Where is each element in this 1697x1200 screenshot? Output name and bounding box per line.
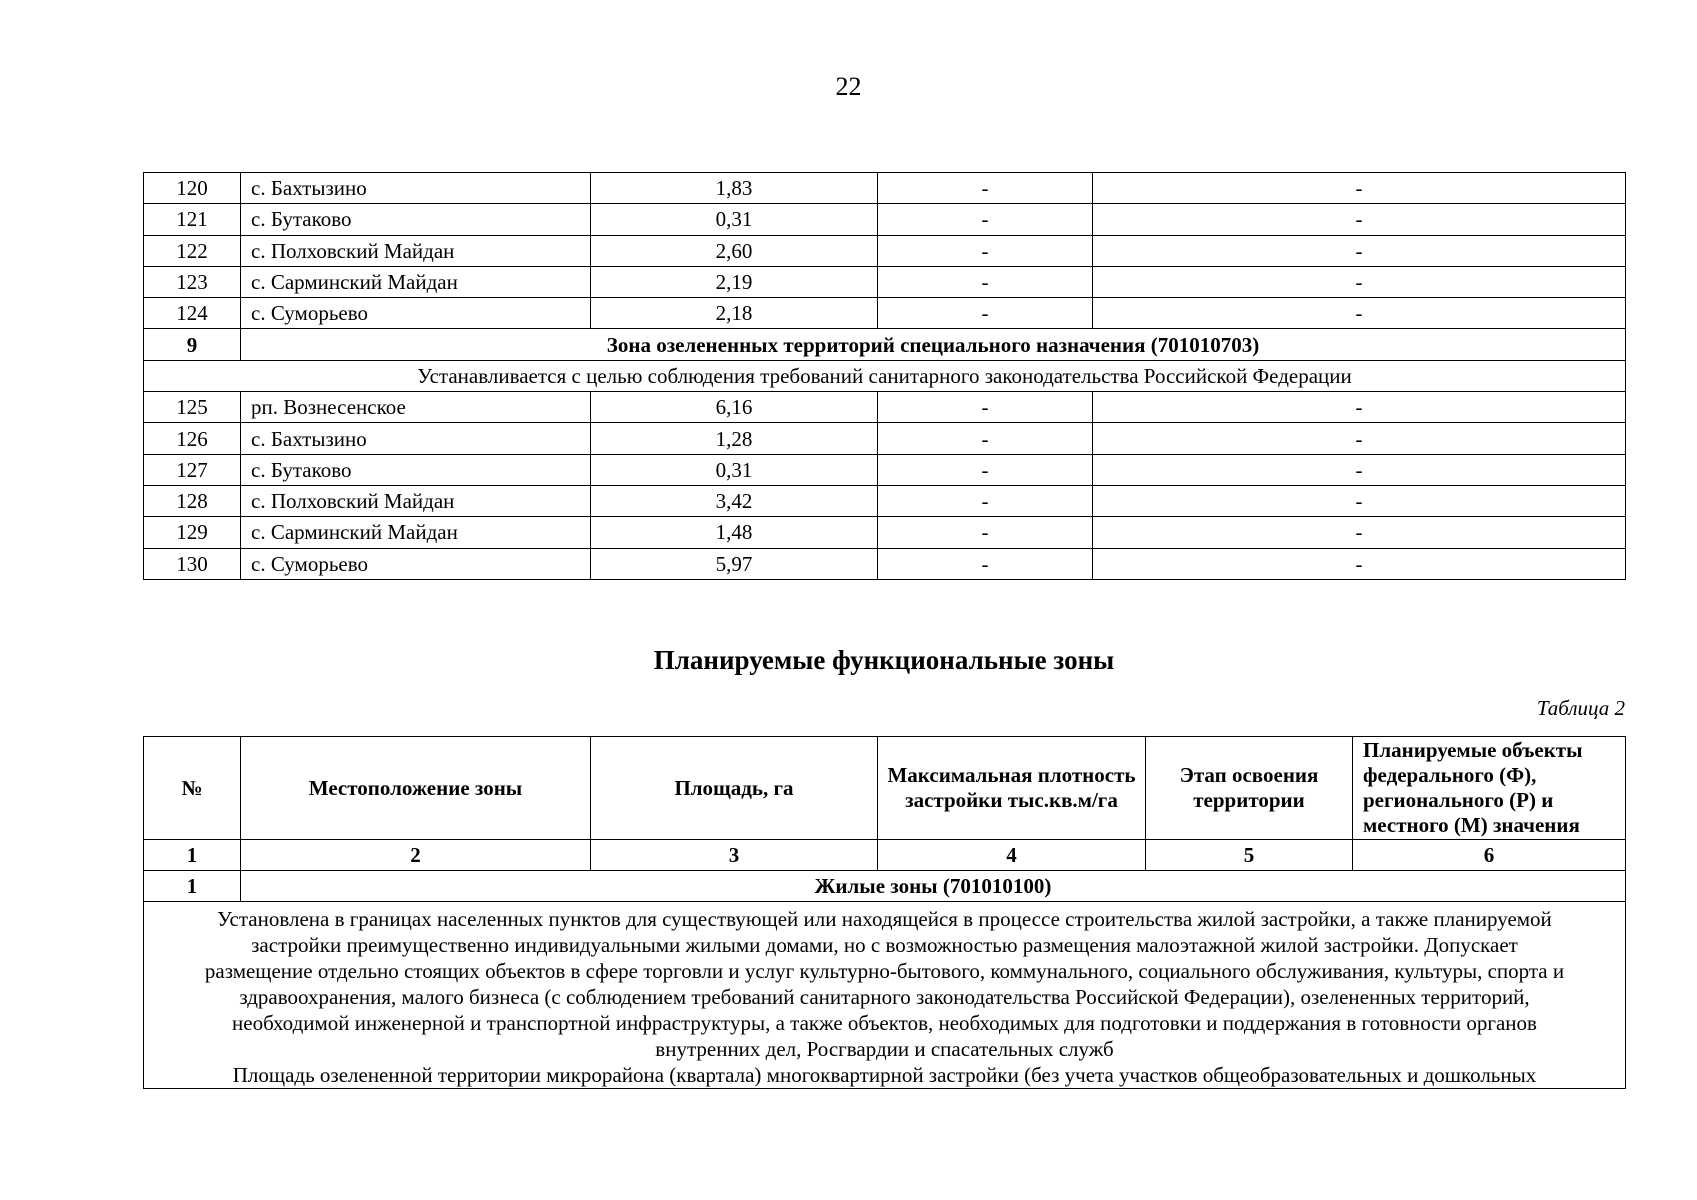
zone-description-row [144,902,1626,1089]
column-number: 1 [144,840,241,871]
header-stage: Этап освоения территории [1146,737,1353,840]
row-number: 130 [144,548,241,579]
row-location: с. Полховский Майдан [241,235,591,266]
row-objects: - [1093,517,1626,548]
row-density: - [878,173,1093,204]
row-area: 2,18 [591,298,878,329]
table-row [144,485,1626,516]
header-row [144,737,1626,840]
row-location: с. Суморьево [241,548,591,579]
row-area: 1,48 [591,517,878,548]
row-location: с. Полховский Майдан [241,485,591,516]
row-area: 2,19 [591,266,878,297]
zones-table-continued [143,172,1626,580]
zone-title: Зона озелененных территорий специального назначения (701010703) [241,329,1626,360]
row-density: - [878,454,1093,485]
row-density: - [878,392,1093,423]
table-row [144,204,1626,235]
table-row [144,266,1626,297]
zone-number: 9 [144,329,241,360]
table-rows-before [144,173,1626,329]
table-row [144,454,1626,485]
table-row [144,392,1626,423]
table-row [144,235,1626,266]
column-number: 4 [878,840,1146,871]
header-no: № [144,737,241,840]
row-location: с. Сарминский Майдан [241,266,591,297]
row-objects: - [1093,548,1626,579]
row-location: с. Бахтызино [241,173,591,204]
row-objects: - [1093,485,1626,516]
row-number: 123 [144,266,241,297]
row-objects: - [1093,298,1626,329]
header-area: Площадь, га [591,737,878,840]
row-density: - [878,485,1093,516]
table-row [144,423,1626,454]
row-number: 121 [144,204,241,235]
row-area: 3,42 [591,485,878,516]
zone-header-row [144,871,1626,902]
row-location: с. Бахтызино [241,423,591,454]
row-area: 6,16 [591,392,878,423]
row-location: с. Суморьево [241,298,591,329]
description-line: размещение отдельно стоящих объектов в сфере торговли и услуг культурно-бытового, коммунального, социального обслуживания, культуры, спорта и [204,959,1565,983]
row-density: - [878,298,1093,329]
description-line: здравоохранения, малого бизнеса (с соблюдением требований санитарного законодательства Российской Федерации), озелененных территорий, [239,985,1530,1009]
row-location: рп. Вознесенское [241,392,591,423]
row-objects: - [1093,454,1626,485]
column-number: 5 [1146,840,1353,871]
column-numbers-row [144,840,1626,871]
row-density: - [878,235,1093,266]
row-area: 1,28 [591,423,878,454]
row-objects: - [1093,235,1626,266]
row-density: - [878,266,1093,297]
table-row [144,517,1626,548]
row-area: 5,97 [591,548,878,579]
row-number: 129 [144,517,241,548]
row-number: 125 [144,392,241,423]
header-location: Местоположение зоны [241,737,591,840]
planned-zones-table [143,736,1626,1089]
row-objects: - [1093,392,1626,423]
page-number: 22 [835,72,862,101]
description-line: Площадь озелененной территории микрорайона (квартала) многоквартирной застройки (без учета участков общеобразовательных и дошкольных [232,1063,1537,1087]
zone-note: Устанавливается с целью соблюдения требований санитарного законодательства Российской Федерации [144,360,1626,391]
column-number: 2 [241,840,591,871]
column-number: 6 [1353,840,1626,871]
row-number: 124 [144,298,241,329]
description-line: необходимой инженерной и транспортной инфраструктуры, а также объектов, необходимых для подготовки и поддержания в готовности органов [232,1011,1537,1035]
table-rows-after [144,392,1626,580]
row-number: 126 [144,423,241,454]
zone-description [144,902,1626,1089]
row-density: - [878,548,1093,579]
description-line: Установлена в границах населенных пунктов для существующей или находящейся в процессе строительства жилой застройки, а также планируемой [217,907,1552,931]
zone-section [144,329,1626,392]
row-objects: - [1093,423,1626,454]
header-density: Максимальная плотность застройки тыс.кв.м/га [878,737,1146,840]
table-row [144,298,1626,329]
row-location: с. Сарминский Майдан [241,517,591,548]
zone-header-row [144,329,1626,360]
zone-title: Жилые зоны (701010100) [241,871,1626,902]
header-objects: Планируемые объекты федерального (Ф), регионального (Р) и местного (М) значения [1353,737,1626,840]
row-objects: - [1093,266,1626,297]
zone-note-row [144,360,1626,391]
row-number: 127 [144,454,241,485]
row-number: 120 [144,173,241,204]
table-row [144,548,1626,579]
row-number: 122 [144,235,241,266]
row-density: - [878,423,1093,454]
row-density: - [878,517,1093,548]
row-area: 0,31 [591,204,878,235]
row-objects: - [1093,173,1626,204]
description-line: внутренних дел, Росгвардии и спасательных служб [655,1037,1114,1061]
row-density: - [878,204,1093,235]
row-area: 0,31 [591,454,878,485]
row-location: с. Бутаково [241,454,591,485]
table-caption: Таблица 2 [1536,696,1625,720]
description-line: застройки преимущественно индивидуальными жилыми домами, но с возможностью размещения малоэтажной жилой застройки. Допускает [251,933,1518,957]
column-number: 3 [591,840,878,871]
row-objects: - [1093,204,1626,235]
table-row [144,173,1626,204]
row-area: 2,60 [591,235,878,266]
row-area: 1,83 [591,173,878,204]
zone-number: 1 [144,871,241,902]
row-number: 128 [144,485,241,516]
section-title: Планируемые функциональные зоны [653,645,1115,675]
row-location: с. Бутаково [241,204,591,235]
